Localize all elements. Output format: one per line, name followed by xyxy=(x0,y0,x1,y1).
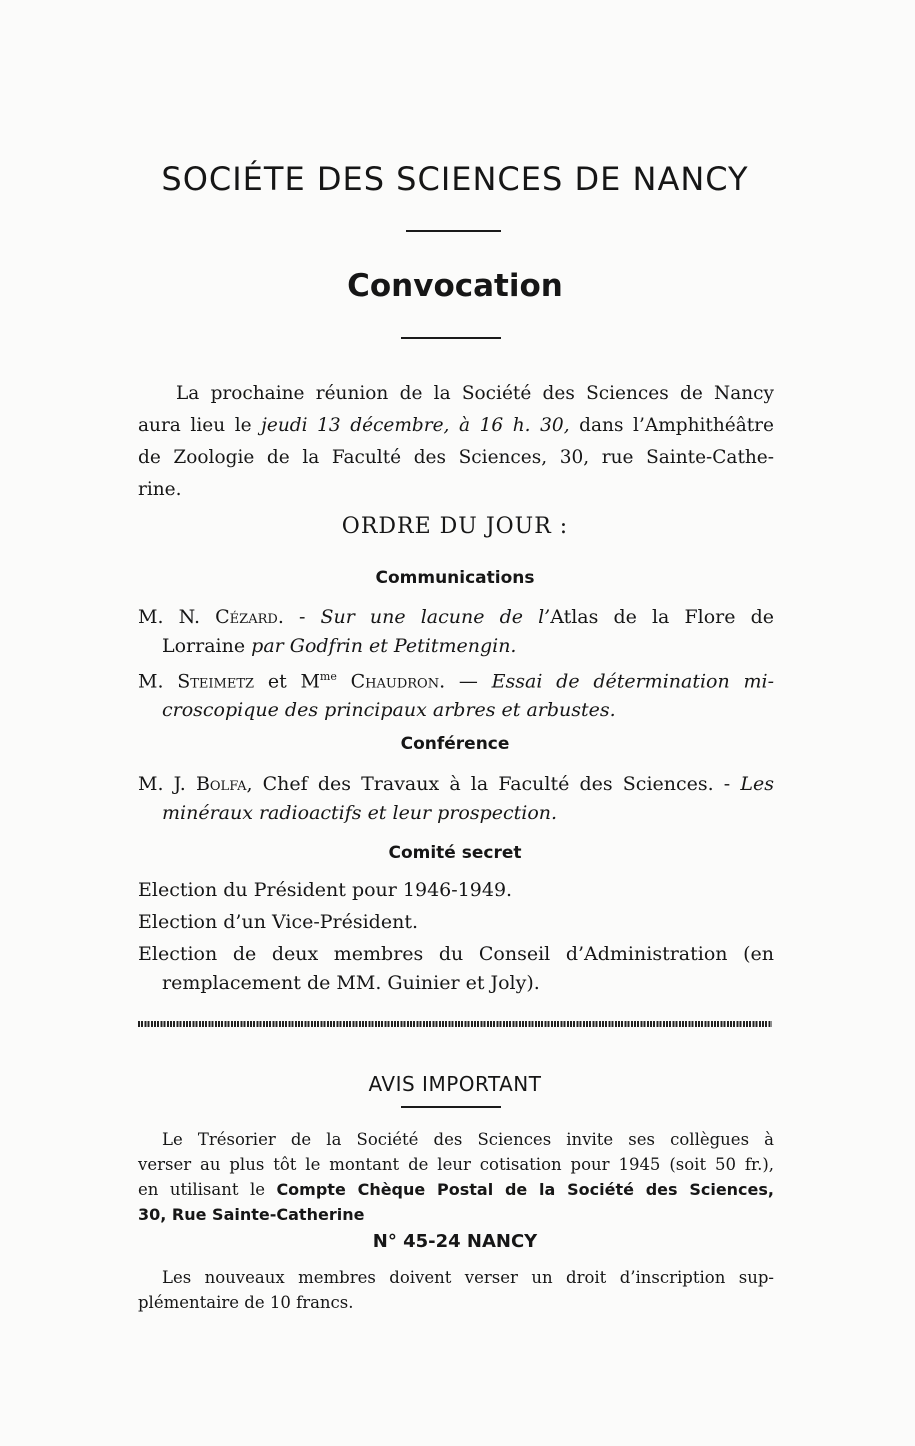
item-line xyxy=(138,632,774,661)
communication-item xyxy=(138,662,774,725)
meeting-date: jeudi 13 décembre, à 16 h. 30, xyxy=(261,415,570,436)
item-text: Lorraine xyxy=(162,635,252,657)
conference-item xyxy=(138,770,774,828)
item-text: . - xyxy=(277,606,321,628)
talk-title: Les xyxy=(740,773,774,795)
item-text: et M xyxy=(254,670,320,693)
intro-text: aura lieu le xyxy=(138,415,262,436)
notice-text: en utilisant le xyxy=(138,1180,277,1199)
conference-heading: Conférence xyxy=(400,734,510,754)
intro-text: dans l’Amphithéâtre xyxy=(569,415,774,436)
talk-title: minéraux radioactifs et leur prospection. xyxy=(162,802,558,824)
society-heading: SOCIÉTE DES SCIENCES DE NANCY xyxy=(161,160,749,198)
comite-item: remplacement de MM. Guinier et Joly). xyxy=(162,972,540,994)
divider-rule xyxy=(406,230,501,232)
intro-paragraph xyxy=(138,378,774,506)
item-text: Atlas de la Flore de xyxy=(550,606,774,628)
page-title: Convocation xyxy=(347,268,563,304)
comite-item: Election du Président pour 1946-1949. xyxy=(138,879,513,901)
notice-address: 30, Rue Sainte-Catherine xyxy=(138,1205,365,1224)
divider-rule xyxy=(401,337,501,339)
talk-title: Essai de détermination mi- xyxy=(491,670,774,693)
notice-line: verser au plus tôt le montant de leur cotisation pour 1945 (soit 50 fr.), xyxy=(138,1155,774,1174)
intro-line: de Zoologie de la Faculté des Sciences, 30, rue Sainte-Cathe- xyxy=(138,447,774,468)
notice-paragraph xyxy=(138,1127,774,1227)
communications-heading: Communications xyxy=(375,568,535,588)
communication-item xyxy=(138,603,774,661)
author-name: Chaudron xyxy=(336,670,440,693)
comite-heading: Comité secret xyxy=(388,843,522,863)
item-line xyxy=(138,799,774,828)
honorific-suffix: me xyxy=(319,670,337,683)
item-text: . — xyxy=(439,670,492,693)
comite-item: Election d’un Vice-Président. xyxy=(138,911,418,933)
intro-line: rine. xyxy=(138,479,182,500)
item-line xyxy=(138,603,774,632)
author-name: Bolfa xyxy=(195,773,247,795)
divider-rule xyxy=(401,1106,501,1108)
notice-line: Les nouveaux membres doivent verser un droit d’inscription sup- xyxy=(162,1268,774,1287)
notice-title: AVIS IMPORTANT xyxy=(368,1072,542,1096)
postal-account-number: N° 45-24 NANCY xyxy=(372,1231,538,1252)
agenda-title: ORDRE DU JOUR : xyxy=(341,514,569,539)
author-name: Cézard xyxy=(215,606,278,628)
talk-title: croscopique des principaux arbres et arbustes. xyxy=(162,699,616,722)
intro-line: La prochaine réunion de la Société des Sciences de Nancy xyxy=(176,383,774,404)
item-line xyxy=(138,770,774,799)
item-text: M. xyxy=(138,670,178,693)
talk-title: Sur une lacune de l’ xyxy=(320,606,551,628)
notice-line: Le Trésorier de la Société des Sciences invite ses collègues à xyxy=(162,1130,774,1149)
notice-line: plémentaire de 10 francs. xyxy=(138,1293,354,1312)
item-text: M. N. xyxy=(138,606,216,628)
intro-line xyxy=(138,410,774,442)
item-line xyxy=(138,696,774,725)
comite-list xyxy=(138,876,774,998)
notice-line xyxy=(138,1177,774,1202)
comite-item: Election de deux membres du Conseil d’Administration (en xyxy=(138,943,774,965)
item-text: M. J. xyxy=(138,773,196,795)
item-line xyxy=(138,662,774,696)
notice-paragraph xyxy=(138,1265,774,1315)
postal-account-label: Compte Chèque Postal de la Société des Sciences, xyxy=(276,1180,774,1199)
talk-authors: par Godfrin et Petitmengin. xyxy=(251,635,517,657)
author-name: Steimetz xyxy=(177,670,255,693)
item-text: , Chef des Travaux à la Faculté des Sciences. - xyxy=(246,773,741,795)
dotted-divider xyxy=(138,1021,772,1027)
